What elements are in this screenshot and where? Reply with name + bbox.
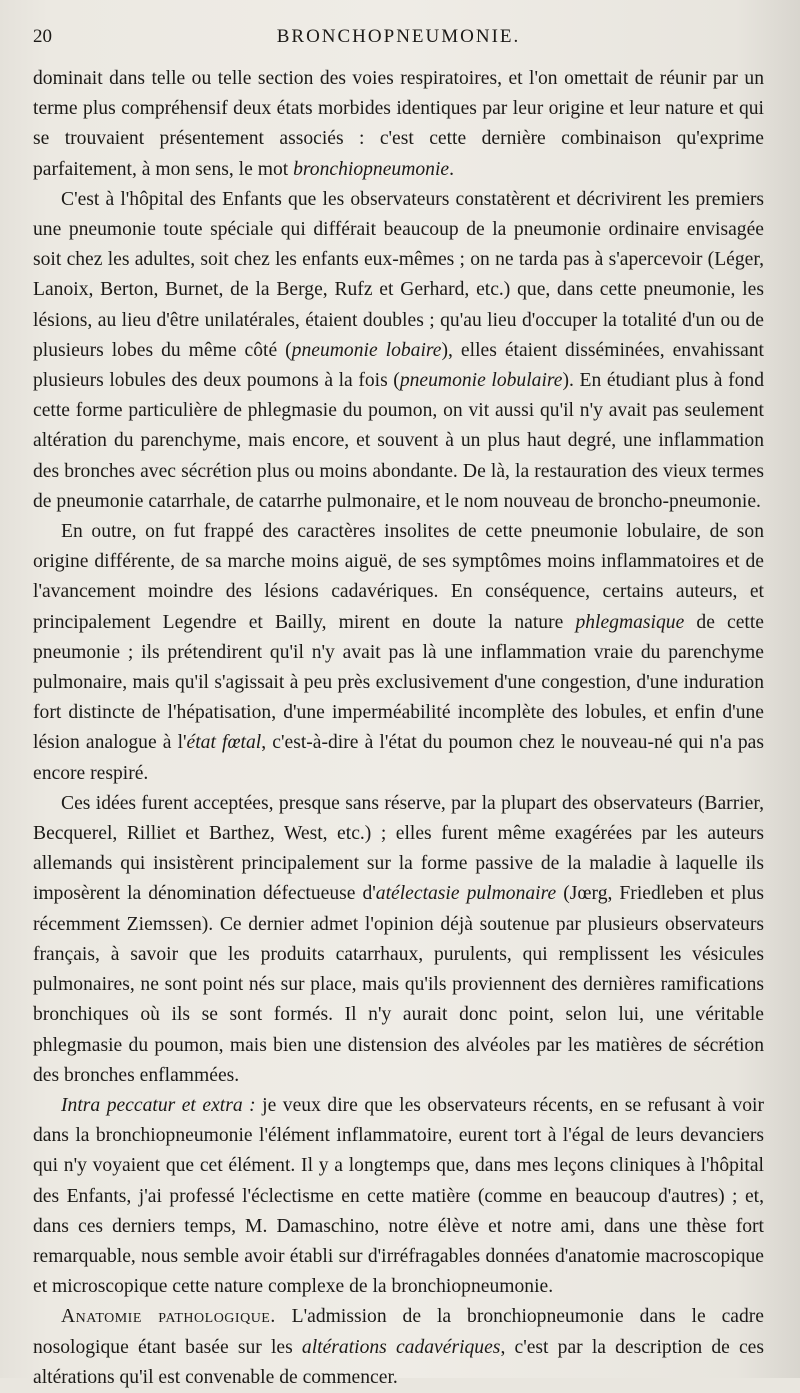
text-run: L'admission de la bronchiopneumonie dans le cadre nosologique étant basée sur les <box>33 1306 764 1358</box>
text-run: C'est à l'hôpital des Enfants que les observateurs constatèrent et décrivirent les premiers une pneumonie toute spéciale qui différait beaucoup de la pneumonie ordinaire envisagée soit chez les adultes, soit chez les enfants eux-mêmes ; on ne tarda pas à s'apercevoir (Léger, Lanoix, Berton, Burnet, de la Berge, Rufz et Gerhard, etc.) que, dans cette pneumonie, les lésions, au lieu d'être unilatérales, étaient doubles ; qu'au lieu d'occuper la totalité d'un ou de plusieurs lobes du même côté ( <box>33 188 764 361</box>
italic-phrase: Intra peccatur et extra : <box>61 1094 256 1116</box>
body-text <box>33 64 764 1393</box>
text-run: (Jœrg, Friedleben et plus récemment Ziemssen). Ce dernier admet l'opinion déjà soutenue par plusieurs observateurs français, à savoir que les produits catarrhaux, purulents, qui remplissent les vésicules pulmonaires, ne sont point nés sur place, mais qu'ils proviennent des dernières ramifications bronchiques où ils se sont formés. Il n'y aurait donc point, selon lui, une véritable phlegmasie du poumon, mais bien une distension des alvéoles par les matières de sécrétion des bronches enflammées. <box>33 883 765 1086</box>
paragraph-3 <box>33 517 764 789</box>
italic-term: phlegmasique <box>575 611 685 633</box>
text-run: , c'est-à-dire à l'état du poumon chez le nouveau-né qui n'a pas encore respiré. <box>33 732 765 784</box>
text-run: dominait dans telle ou telle section des voies respiratoires, et l'on omettait de réunir par un terme plus compréhensif deux états morbides identiques par leur origine et leur nature et qui se trouvaient présentement associés : c'est cette dernière combinaison qu'exprime parfaitement, à mon sens, le mot <box>33 68 764 180</box>
italic-term: atélectasie pulmonaire <box>375 883 557 905</box>
page-header <box>33 26 764 64</box>
italic-term: bronchiopneumonie <box>293 158 450 180</box>
paragraph-1 <box>33 64 764 185</box>
italic-term: pneumonie lobulaire <box>399 370 563 392</box>
page-number: 20 <box>33 26 52 47</box>
paragraph-2 <box>33 185 764 517</box>
text-run: je veux dire que les observateurs récents, en se refusant à voir dans la bronchiopneumonie l'élément inflammatoire, eurent tort à l'égal de leurs devanciers qui n'y voyaient que cet élément. Il y a longtemps que, dans mes leçons cliniques à l'hôpital des Enfants, j'ai professé l'éclectisme en cette matière (comme en beaucoup d'autres) ; et, dans ces derniers temps, M. Damaschino, notre élève et notre ami, dans une thèse fort remarquable, nous semble avoir établi sur d'irréfragables données d'anatomie macroscopique et microscopique cette nature complexe de la bronchiopneumonie. <box>33 1094 764 1298</box>
italic-term: pneumonie lobaire <box>291 339 442 361</box>
paragraph-4 <box>33 789 764 1091</box>
text-run: ). En étudiant plus à fond cette forme particulière de phlegmasie du poumon, on vit aussi qu'il n'y avait pas seulement altération du parenchyme, mais encore, et souvent à un plus haut degré, une inflammation des bronches avec sécrétion plus ou moins abondante. De là, la restauration des vieux termes de pneumonie catarrhale, de catarrhe pulmonaire, et le nom nouveau de broncho-pneumonie. <box>33 370 764 512</box>
text-run: de cette pneumonie ; ils prétendirent qu'il n'y avait pas là une inflammation vraie du parenchyme pulmonaire, mais qu'il s'agissait à peu près exclusivement d'une congestion, d'une induration fort distincte de l'hépatisation, d'une imperméabilité incomplète des lobules, et enfin d'une lésion analogue à l' <box>33 611 764 754</box>
section-heading: Anatomie pathologique. <box>61 1306 276 1328</box>
paragraph-5 <box>33 1091 764 1302</box>
italic-term: état fœtal <box>186 732 262 754</box>
running-head: BRONCHOPNEUMONIE. <box>276 26 521 47</box>
text-run: , c'est par la description de ces altérations qu'il est convenable de commencer. <box>33 1336 765 1388</box>
text-run: ), elles étaient disséminées, envahissant plusieurs lobules des deux poumons à la fois ( <box>33 339 765 392</box>
text-run: . <box>449 158 454 180</box>
italic-term: altérations cadavériques <box>301 1336 501 1358</box>
text-run: Ces idées furent acceptées, presque sans réserve, par la plupart des observateurs (Barrier, Becquerel, Rilliet et Barthez, West, etc.) ; elles furent même exagérées par les auteurs allemands qui insistèrent principalement sur la forme passive de la maladie à laquelle ils imposèrent la dénomination défectueuse d' <box>33 792 764 905</box>
text-run: En outre, on fut frappé des caractères insolites de cette pneumonie lobulaire, de son origine différente, de sa marche moins aiguë, de ses symptômes moins inflammatoires et de l'avancement moindre des lésions cadavériques. En conséquence, certains auteurs, et principalement Legendre et Bailly, mirent en doute la nature <box>33 521 764 633</box>
paragraph-6 <box>33 1302 764 1393</box>
